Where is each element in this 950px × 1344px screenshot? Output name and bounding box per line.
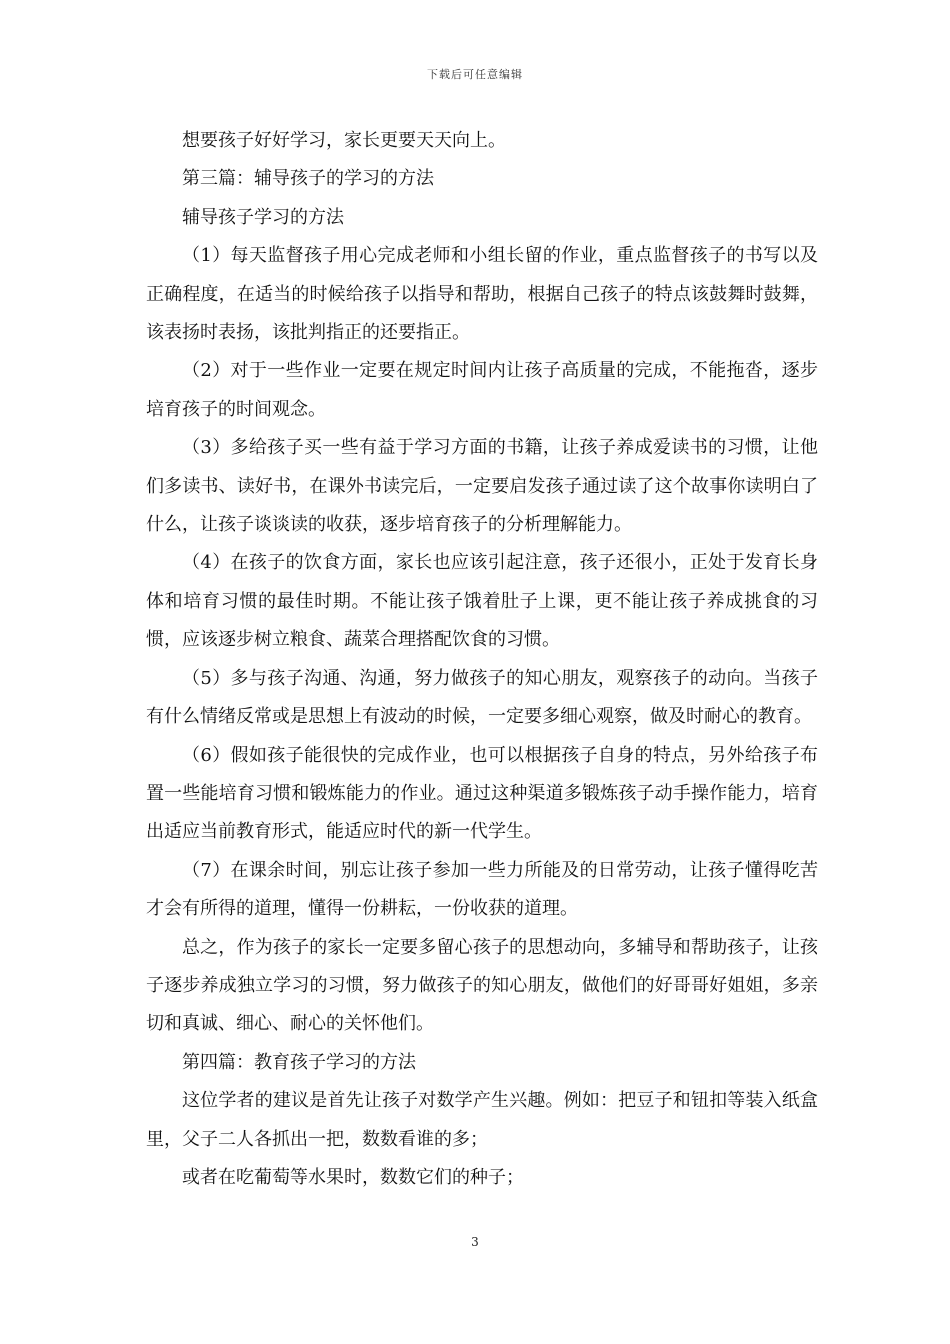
section-heading: 第三篇：辅导孩子的学习的方法 [182, 168, 434, 190]
page-header: 下载后可任意编辑 [427, 68, 523, 81]
paragraph: （6）假如孩子能很快的完成作业，也可以根据孩子自身的特点，另外给孩子布置一些能培育习惯和锻炼能力的作业。通过这种渠道多锻炼孩子动手操作能力，培育出适应当前教育形式，能适应时代的新一代学生。 [146, 744, 818, 843]
page-number: 3 [471, 1235, 479, 1249]
paragraph: （5）多与孩子沟通、沟通，努力做孩子的知心朋友，观察孩子的动向。当孩子有什么情绪反常或是思想上有波动的时候，一定要多细心观察，做及时耐心的教育。 [146, 667, 818, 728]
paragraph: （2）对于一些作业一定要在规定时间内让孩子高质量的完成，不能拖沓，逐步培育孩子的时间观念。 [146, 360, 818, 420]
subheading: 辅导孩子学习的方法 [182, 206, 344, 228]
paragraph: （1）每天监督孩子用心完成老师和小组长留的作业，重点监督孩子的书写以及正确程度，在适当的时候给孩子以指导和帮助，根据自己孩子的特点该鼓舞时鼓舞，该表扬时表扬，该批判指正的还要指正。 [146, 245, 818, 344]
paragraph: （4）在孩子的饮食方面，家长也应该引起注意，孩子还很小，正处于发育长身体和培育习惯的最佳时期。不能让孩子饿着肚子上课，更不能让孩子养成挑食的习惯，应该逐步树立粮食、蔬菜合理搭配饮食的习惯。 [146, 552, 818, 651]
paragraph: 总之，作为孩子的家长一定要多留心孩子的思想动向，多辅导和帮助孩子，让孩子逐步养成独立学习的习惯，努力做孩子的知心朋友，做他们的好哥哥好姐姐，多亲切和真诚、细心、耐心的关怀他们。 [146, 936, 818, 1035]
section-heading: 第四篇：教育孩子学习的方法 [182, 1051, 416, 1073]
paragraph: （3）多给孩子买一些有益于学习方面的书籍，让孩子养成爱读书的习惯，让他们多读书、读好书，在课外书读完后，一定要启发孩子通过读了这个故事你读明白了什么，让孩子谈谈读的收获，逐步培育孩子的分析理解能力。 [146, 437, 818, 536]
paragraph: 或者在吃葡萄等水果时，数数它们的种子； [182, 1166, 524, 1188]
document-body [146, 122, 818, 1197]
paragraph: 想要孩子好好学习，家长更要天天向上。 [182, 130, 506, 151]
paragraph: （7）在课余时间，别忘让孩子参加一些力所能及的日常劳动，让孩子懂得吃苦才会有所得的道理，懂得一份耕耘，一份收获的道理。 [146, 859, 818, 920]
paragraph: 这位学者的建议是首先让孩子对数学产生兴趣。例如：把豆子和钮扣等装入纸盒里，父子二人各抓出一把，数数看谁的多； [146, 1090, 818, 1150]
